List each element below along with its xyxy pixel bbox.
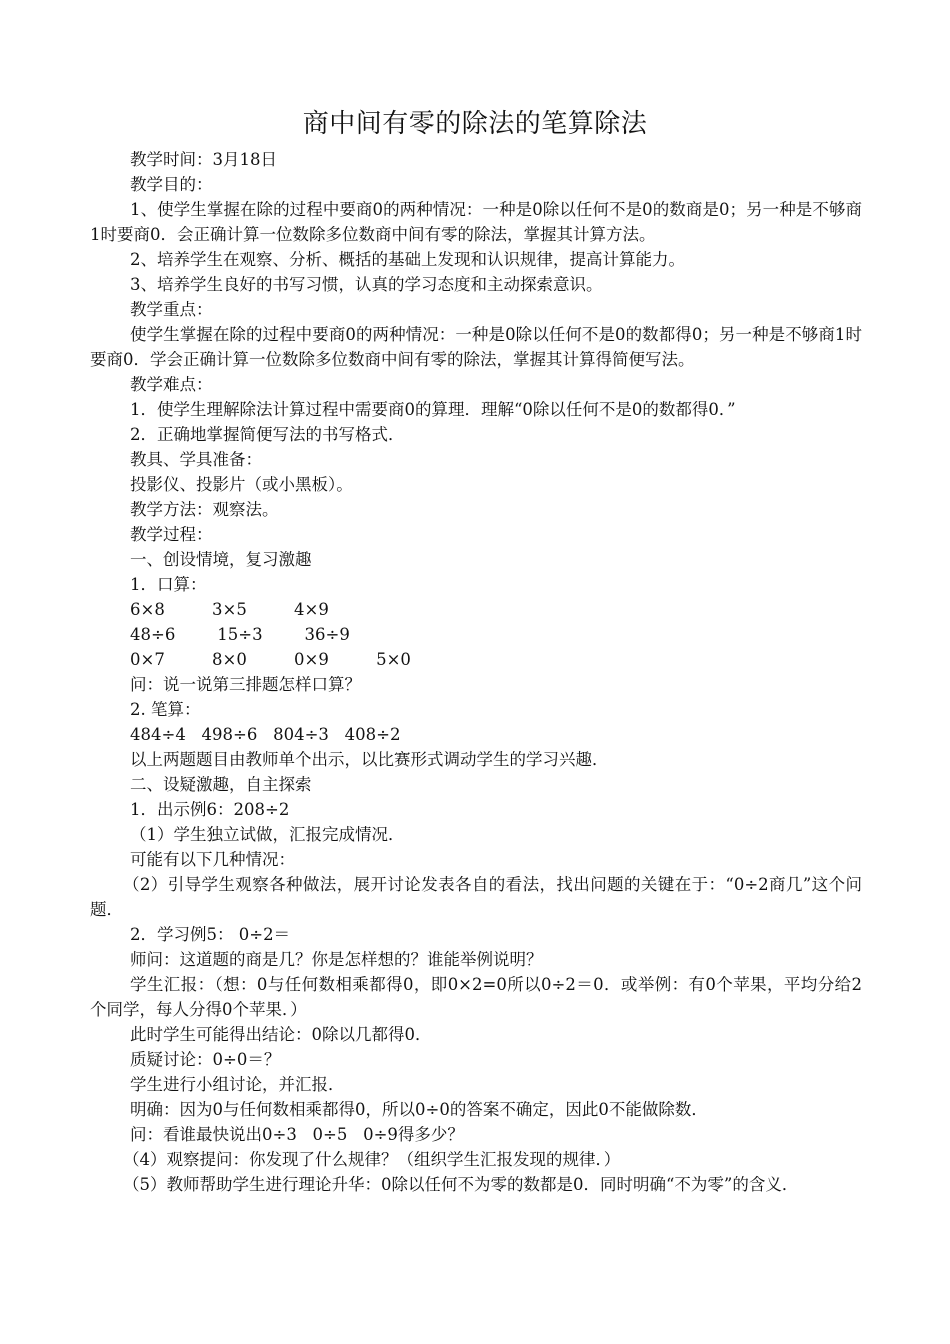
- paragraph: 教学重点：: [130, 300, 213, 319]
- paragraph: 2. 笔算：: [130, 700, 201, 719]
- oral-math-row: 48÷6 15÷3 36÷9: [130, 625, 350, 644]
- paragraph: 教学过程：: [130, 525, 213, 544]
- paragraph: 学生进行小组讨论，并汇报．: [130, 1075, 345, 1094]
- paragraph: 问：看谁最快说出0÷3 0÷5 0÷9得多少？: [130, 1125, 464, 1144]
- paragraph: 教学难点：: [130, 375, 213, 394]
- paragraph: 问：说一说第三排题怎样口算？: [130, 675, 361, 694]
- document-body: [90, 147, 862, 1197]
- paragraph: 教学目的：: [130, 175, 213, 194]
- oral-math-row: 6×8 3×5 4×9: [130, 600, 329, 619]
- oral-math-row: 0×7 8×0 0×9 5×0: [130, 650, 411, 669]
- paragraph: 可能有以下几种情况：: [130, 850, 295, 869]
- paragraph: 教学时间：3月18日: [130, 150, 277, 169]
- paragraph: （1）学生独立试做，汇报完成情况．: [130, 825, 405, 844]
- paragraph: 质疑讨论：0÷0＝？: [130, 1050, 281, 1069]
- paragraph: 1．使学生理解除法计算过程中需要商0的算理．理解“0除以任何不是0的数都得0．”: [130, 400, 736, 419]
- paragraph: 2、培养学生在观察、分析、概括的基础上发现和认识规律，提高计算能力。: [130, 250, 685, 269]
- paragraph: 3、培养学生良好的书写习惯，认真的学习态度和主动探索意识。: [130, 275, 603, 294]
- paragraph: 学生汇报：（想：0与任何数相乘都得0，即0×2=0所以0÷2＝0．或举例：有0个苹果，平均分给2个同学，每人分得0个苹果．）: [90, 975, 862, 1019]
- paragraph: 1．口算：: [130, 575, 207, 594]
- paragraph: 教学方法：观察法。: [130, 500, 279, 519]
- paragraph: （5）教师帮助学生进行理论升华：0除以任何不为零的数都是0．同时明确“不为零”的含义．: [123, 1175, 799, 1194]
- written-math-row: 484÷4 498÷6 804÷3 408÷2: [130, 725, 401, 744]
- paragraph: 2．学习例5： 0÷2＝: [130, 925, 291, 944]
- paragraph: 投影仪、投影片（或小黑板）。: [130, 475, 353, 494]
- paragraph: 1、使学生掌握在除的过程中要商0的两种情况：一种是0除以任何不是0的数商是0；另一种是不够商1时要商0．会正确计算一位数除多位数商中间有零的除法，掌握其计算方法。: [90, 200, 862, 244]
- paragraph: 一、创设情境，复习激趣: [130, 550, 312, 569]
- paragraph: 1．出示例6：208÷2: [130, 800, 290, 819]
- paragraph: 使学生掌握在除的过程中要商0的两种情况：一种是0除以任何不是0的数都得0；另一种是不够商1时要商0．学会正确计算一位数除多位数商中间有零的除法，掌握其计算得简便写法。: [90, 325, 862, 369]
- paragraph: 明确：因为0与任何数相乘都得0，所以0÷0的答案不确定，因此0不能做除数．: [130, 1100, 708, 1119]
- paragraph: 师问：这道题的商是几？你是怎样想的？谁能举例说明？: [130, 950, 543, 969]
- paragraph: （2）引导学生观察各种做法，展开讨论发表各自的看法，找出问题的关键在于：“0÷2商几”这个问题．: [90, 875, 862, 919]
- paragraph: 2．正确地掌握简便写法的书写格式．: [130, 425, 405, 444]
- document-title: 商中间有零的除法的笔算除法: [302, 109, 648, 139]
- paragraph: 以上两题题目由教师单个出示，以比赛形式调动学生的学习兴趣．: [130, 750, 609, 769]
- paragraph: 教具、学具准备：: [130, 450, 262, 469]
- paragraph: 此时学生可能得出结论：0除以几都得0．: [130, 1025, 432, 1044]
- paragraph: （4）观察提问：你发现了什么规律？（组织学生汇报发现的规律．）: [123, 1150, 621, 1169]
- paragraph: 二、设疑激趣，自主探索: [130, 775, 312, 794]
